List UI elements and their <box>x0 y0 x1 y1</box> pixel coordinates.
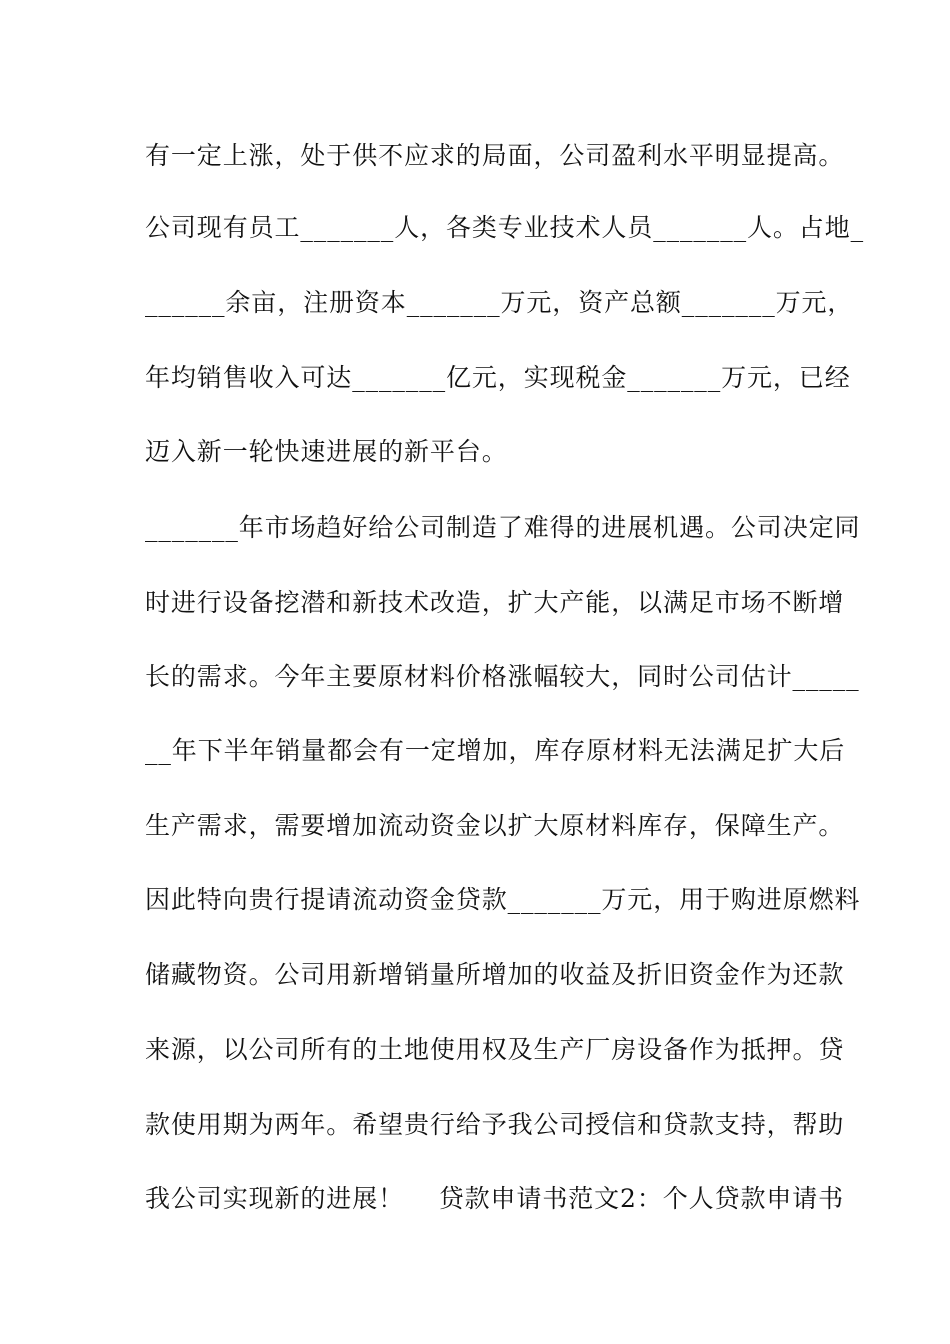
text-line: 时进行设备挖潜和新技术改造，扩大产能，以满足市场不断增 <box>145 588 845 617</box>
text-line: 来源，以公司所有的土地使用权及生产厂房设备作为抵押。贷 <box>145 1035 845 1064</box>
text-line: __年下半年销量都会有一定增加，库存原材料无法满足扩大后 <box>145 736 846 765</box>
text-line: 我公司实现新的进展！ 贷款申请书范文2：个人贷款申请书 <box>145 1184 845 1213</box>
text-line: 有一定上涨，处于供不应求的局面，公司盈利水平明显提高。 <box>145 141 845 170</box>
text-line: 生产需求，需要增加流动资金以扩大原材料库存，保障生产。 <box>145 811 845 840</box>
text-line: 因此特向贵行提请流动资金贷款_______万元，用于购进原燃料 <box>145 885 861 914</box>
text-line: 长的需求。今年主要原材料价格涨幅较大，同时公司估计_____ <box>145 662 860 691</box>
text-line: _______年市场趋好给公司制造了难得的进展机遇。公司决定同 <box>145 513 861 542</box>
text-line: 迈入新一轮快速进展的新平台。 <box>145 437 508 466</box>
text-line: 储藏物资。公司用新增销量所增加的收益及折旧资金作为还款 <box>145 960 845 989</box>
text-line: 年均销售收入可达_______亿元，实现税金_______万元，已经 <box>145 363 851 392</box>
text-line: 公司现有员工_______人，各类专业技术人员_______人。占地_ <box>145 213 865 242</box>
text-line: 款使用期为两年。希望贵行给予我公司授信和贷款支持，帮助 <box>145 1110 845 1139</box>
text-line: ______余亩，注册资本_______万元，资产总额_______万元， <box>145 288 854 317</box>
